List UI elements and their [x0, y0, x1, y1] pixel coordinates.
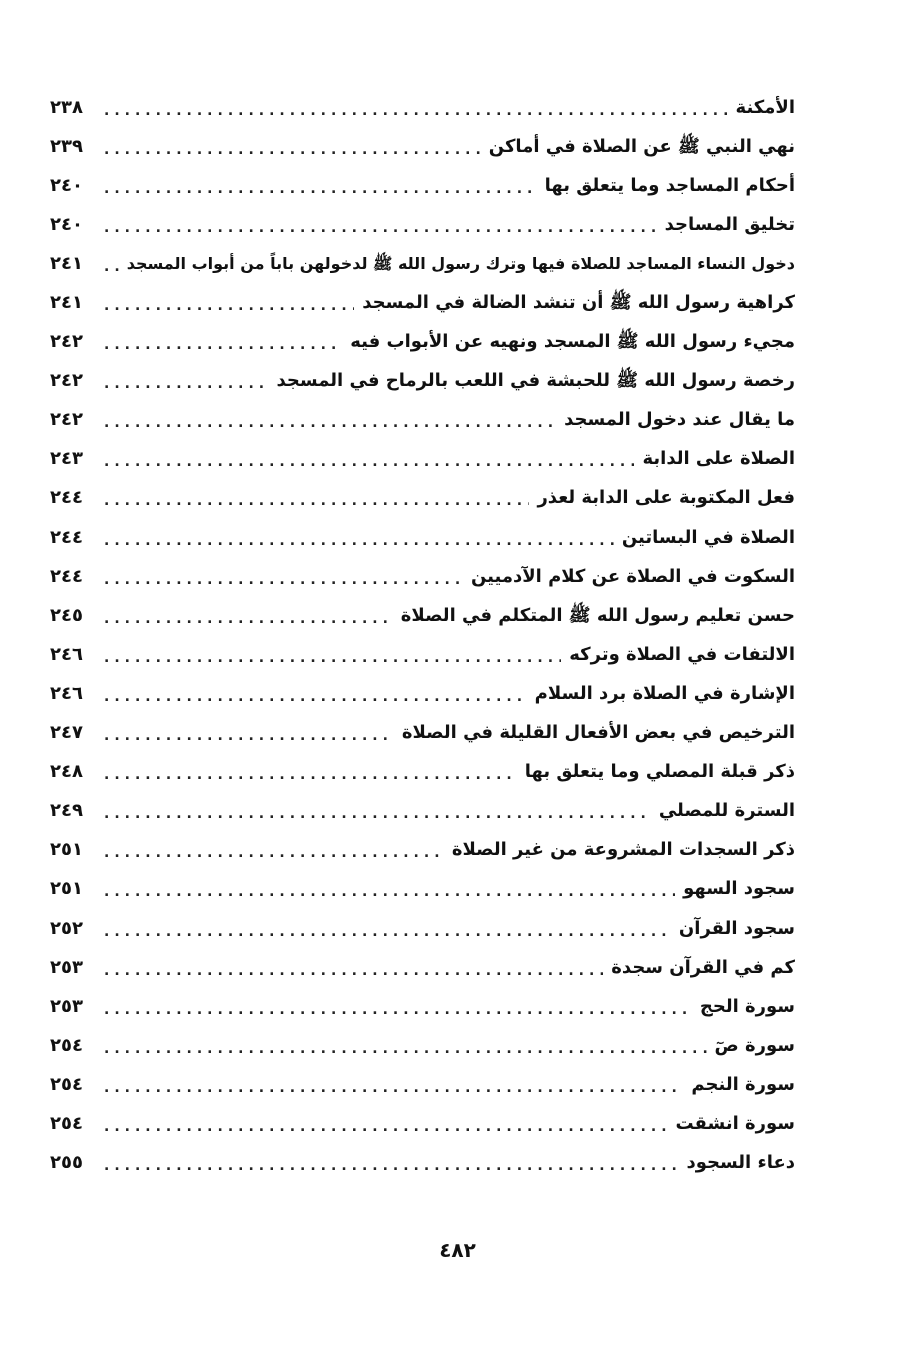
toc-entry-page: ٢٤٦: [50, 643, 83, 665]
toc-entry: [50, 518, 795, 557]
toc-entry-title: مجيء رسول الله ﷺ المسجد ونهيه عن الأبواب فيه: [350, 331, 795, 353]
toc-entry: [50, 323, 795, 362]
toc-entry-page: ٢٥٥: [50, 1152, 83, 1174]
dot-leader: [104, 879, 675, 899]
toc-entry-title: السترة للمصلي: [658, 800, 795, 822]
dot-leader: [104, 606, 393, 626]
toc-entry-title: رخصة رسول الله ﷺ للحبشة في اللعب بالرماح في المسجد: [276, 370, 795, 392]
dot-leader: [104, 215, 657, 235]
toc-entry-title: أحكام المساجد وما يتعلق بها: [544, 174, 795, 196]
toc-entry-page: ٢٤٤: [50, 487, 83, 509]
dot-leader: [104, 488, 529, 508]
page-number: ٤٨٢: [439, 1238, 476, 1262]
toc-entry: [50, 909, 795, 948]
toc-entry: [50, 714, 795, 753]
toc-entry-title: ذكر قبلة المصلي وما يتعلق بها: [524, 761, 795, 783]
toc-entry: [50, 635, 795, 674]
toc-entry-page: ٢٥٣: [50, 995, 83, 1017]
toc-entry: [50, 987, 795, 1026]
dot-leader: [104, 919, 671, 939]
toc-entry: [50, 401, 795, 440]
dot-leader: [104, 723, 394, 743]
toc-entry: [50, 557, 795, 596]
dot-leader: [104, 449, 634, 469]
dot-leader: [104, 137, 481, 157]
toc-entry-title: الالتفات في الصلاة وتركه: [569, 643, 795, 665]
toc-entry-page: ٢٤٧: [50, 722, 83, 744]
toc-entry-title: سورة انشقت: [675, 1112, 795, 1134]
toc-entry: [50, 166, 795, 205]
dot-leader: [104, 958, 603, 978]
toc-entry-page: ٢٥٣: [50, 956, 83, 978]
dot-leader: [104, 176, 537, 196]
toc-entry-title: كم في القرآن سجدة: [611, 956, 795, 978]
toc-entry-page: ٢٤٠: [50, 174, 83, 196]
toc-entry-page: ٢٤٨: [50, 761, 83, 783]
toc-entry-title: سجود القرآن: [678, 917, 795, 939]
dot-leader: [104, 567, 463, 587]
toc-entry: [50, 753, 795, 792]
toc-entry-title: ذكر السجدات المشروعة من غير الصلاة: [451, 839, 795, 861]
toc-entry-page: ٢٤٢: [50, 331, 83, 353]
toc-entry: [50, 88, 795, 127]
dot-leader: [104, 1036, 707, 1056]
toc-entry-page: ٢٤٢: [50, 370, 83, 392]
toc-entry-page: ٢٥١: [50, 839, 83, 861]
toc-entry: [50, 948, 795, 987]
toc-entry-page: ٢٥٤: [50, 1073, 83, 1095]
dot-leader: [104, 684, 527, 704]
toc-entry: [50, 205, 795, 244]
dot-leader: [104, 1153, 678, 1173]
toc-entry-page: ٢٣٨: [50, 96, 83, 118]
toc-entry: [50, 283, 795, 322]
toc-entry-title: ما يقال عند دخول المسجد: [564, 409, 795, 431]
toc-entry-title: السكوت في الصلاة عن كلام الآدميين: [470, 565, 795, 587]
toc-entry-title: سورة النجم: [691, 1073, 795, 1095]
toc-entry: [50, 440, 795, 479]
toc-entry: [50, 244, 795, 283]
toc-entry-title: الترخيص في بعض الأفعال القليلة في الصلاة: [401, 722, 795, 744]
toc-entry: [50, 1065, 795, 1104]
toc-entry-page: ٢٤٦: [50, 682, 83, 704]
toc-entry-title: سورة صٓ: [714, 1034, 795, 1056]
toc-entry: [50, 1026, 795, 1065]
toc-entry-page: ٢٤٤: [50, 565, 83, 587]
dot-leader: [104, 645, 561, 665]
toc-entry-title: تخليق المساجد: [664, 213, 795, 235]
toc-entry-page: ٢٤٠: [50, 213, 83, 235]
toc-entry-title: حسن تعليم رسول الله ﷺ المتكلم في الصلاة: [400, 604, 795, 626]
toc-entry-title: سجود السهو: [683, 878, 795, 900]
dot-leader: [104, 410, 556, 430]
toc-entry-page: ٢٤٣: [50, 448, 83, 470]
toc-entry-title: نهي النبي ﷺ عن الصلاة في أماكن: [488, 135, 795, 157]
toc-entry-page: ٢٥٢: [50, 917, 83, 939]
toc-entry: [50, 1144, 795, 1183]
dot-leader: [104, 293, 354, 313]
toc-entry-title: الإشارة في الصلاة برد السلام: [534, 682, 795, 704]
toc-entry-title: فعل المكتوبة على الدابة لعذر: [537, 487, 795, 509]
toc-entry-title: الصلاة في البساتين: [621, 526, 795, 548]
dot-leader: [104, 762, 517, 782]
dot-leader: [104, 801, 651, 821]
toc-entry: [50, 596, 795, 635]
toc-entry: [50, 479, 795, 518]
dot-leader: [104, 254, 119, 274]
toc-entry-page: ٢٣٩: [50, 135, 83, 157]
toc-entry-page: ٢٤١: [50, 252, 83, 274]
toc-entry-page: ٢٤٤: [50, 526, 83, 548]
toc-entry-page: ٢٤٥: [50, 604, 83, 626]
toc-entry-title: دعاء السجود: [686, 1152, 795, 1174]
dot-leader: [104, 1075, 683, 1095]
toc-entry-page: ٢٤٢: [50, 409, 83, 431]
dot-leader: [104, 528, 614, 548]
toc-entry: [50, 831, 795, 870]
dot-leader: [104, 997, 692, 1017]
toc-entry-page: ٢٥١: [50, 878, 83, 900]
toc-entry: [50, 1104, 795, 1143]
dot-leader: [104, 1114, 668, 1134]
toc-entry-title: كراهية رسول الله ﷺ أن تنشد الضالة في المسجد: [362, 292, 795, 314]
table-of-contents: [50, 88, 795, 1183]
toc-entry-page: ٢٥٤: [50, 1034, 83, 1056]
toc-entry-title: دخول النساء المساجد للصلاة فيها وترك رسول الله ﷺ لدخولهن باباً من أبواب المسجد: [126, 253, 795, 273]
toc-entry-page: ٢٥٤: [50, 1112, 83, 1134]
toc-entry: [50, 362, 795, 401]
toc-entry: [50, 870, 795, 909]
dot-leader: [104, 332, 342, 352]
dot-leader: [104, 840, 444, 860]
dot-leader: [104, 98, 728, 118]
toc-entry: [50, 674, 795, 713]
toc-entry: [50, 127, 795, 166]
toc-entry: [50, 792, 795, 831]
dot-leader: [104, 371, 269, 391]
toc-entry-title: الصلاة على الدابة: [642, 448, 795, 470]
toc-entry-title: الأمكنة: [735, 96, 795, 118]
toc-entry-page: ٢٤٩: [50, 800, 83, 822]
toc-entry-page: ٢٤١: [50, 292, 83, 314]
toc-entry-title: سورة الحج: [699, 995, 795, 1017]
